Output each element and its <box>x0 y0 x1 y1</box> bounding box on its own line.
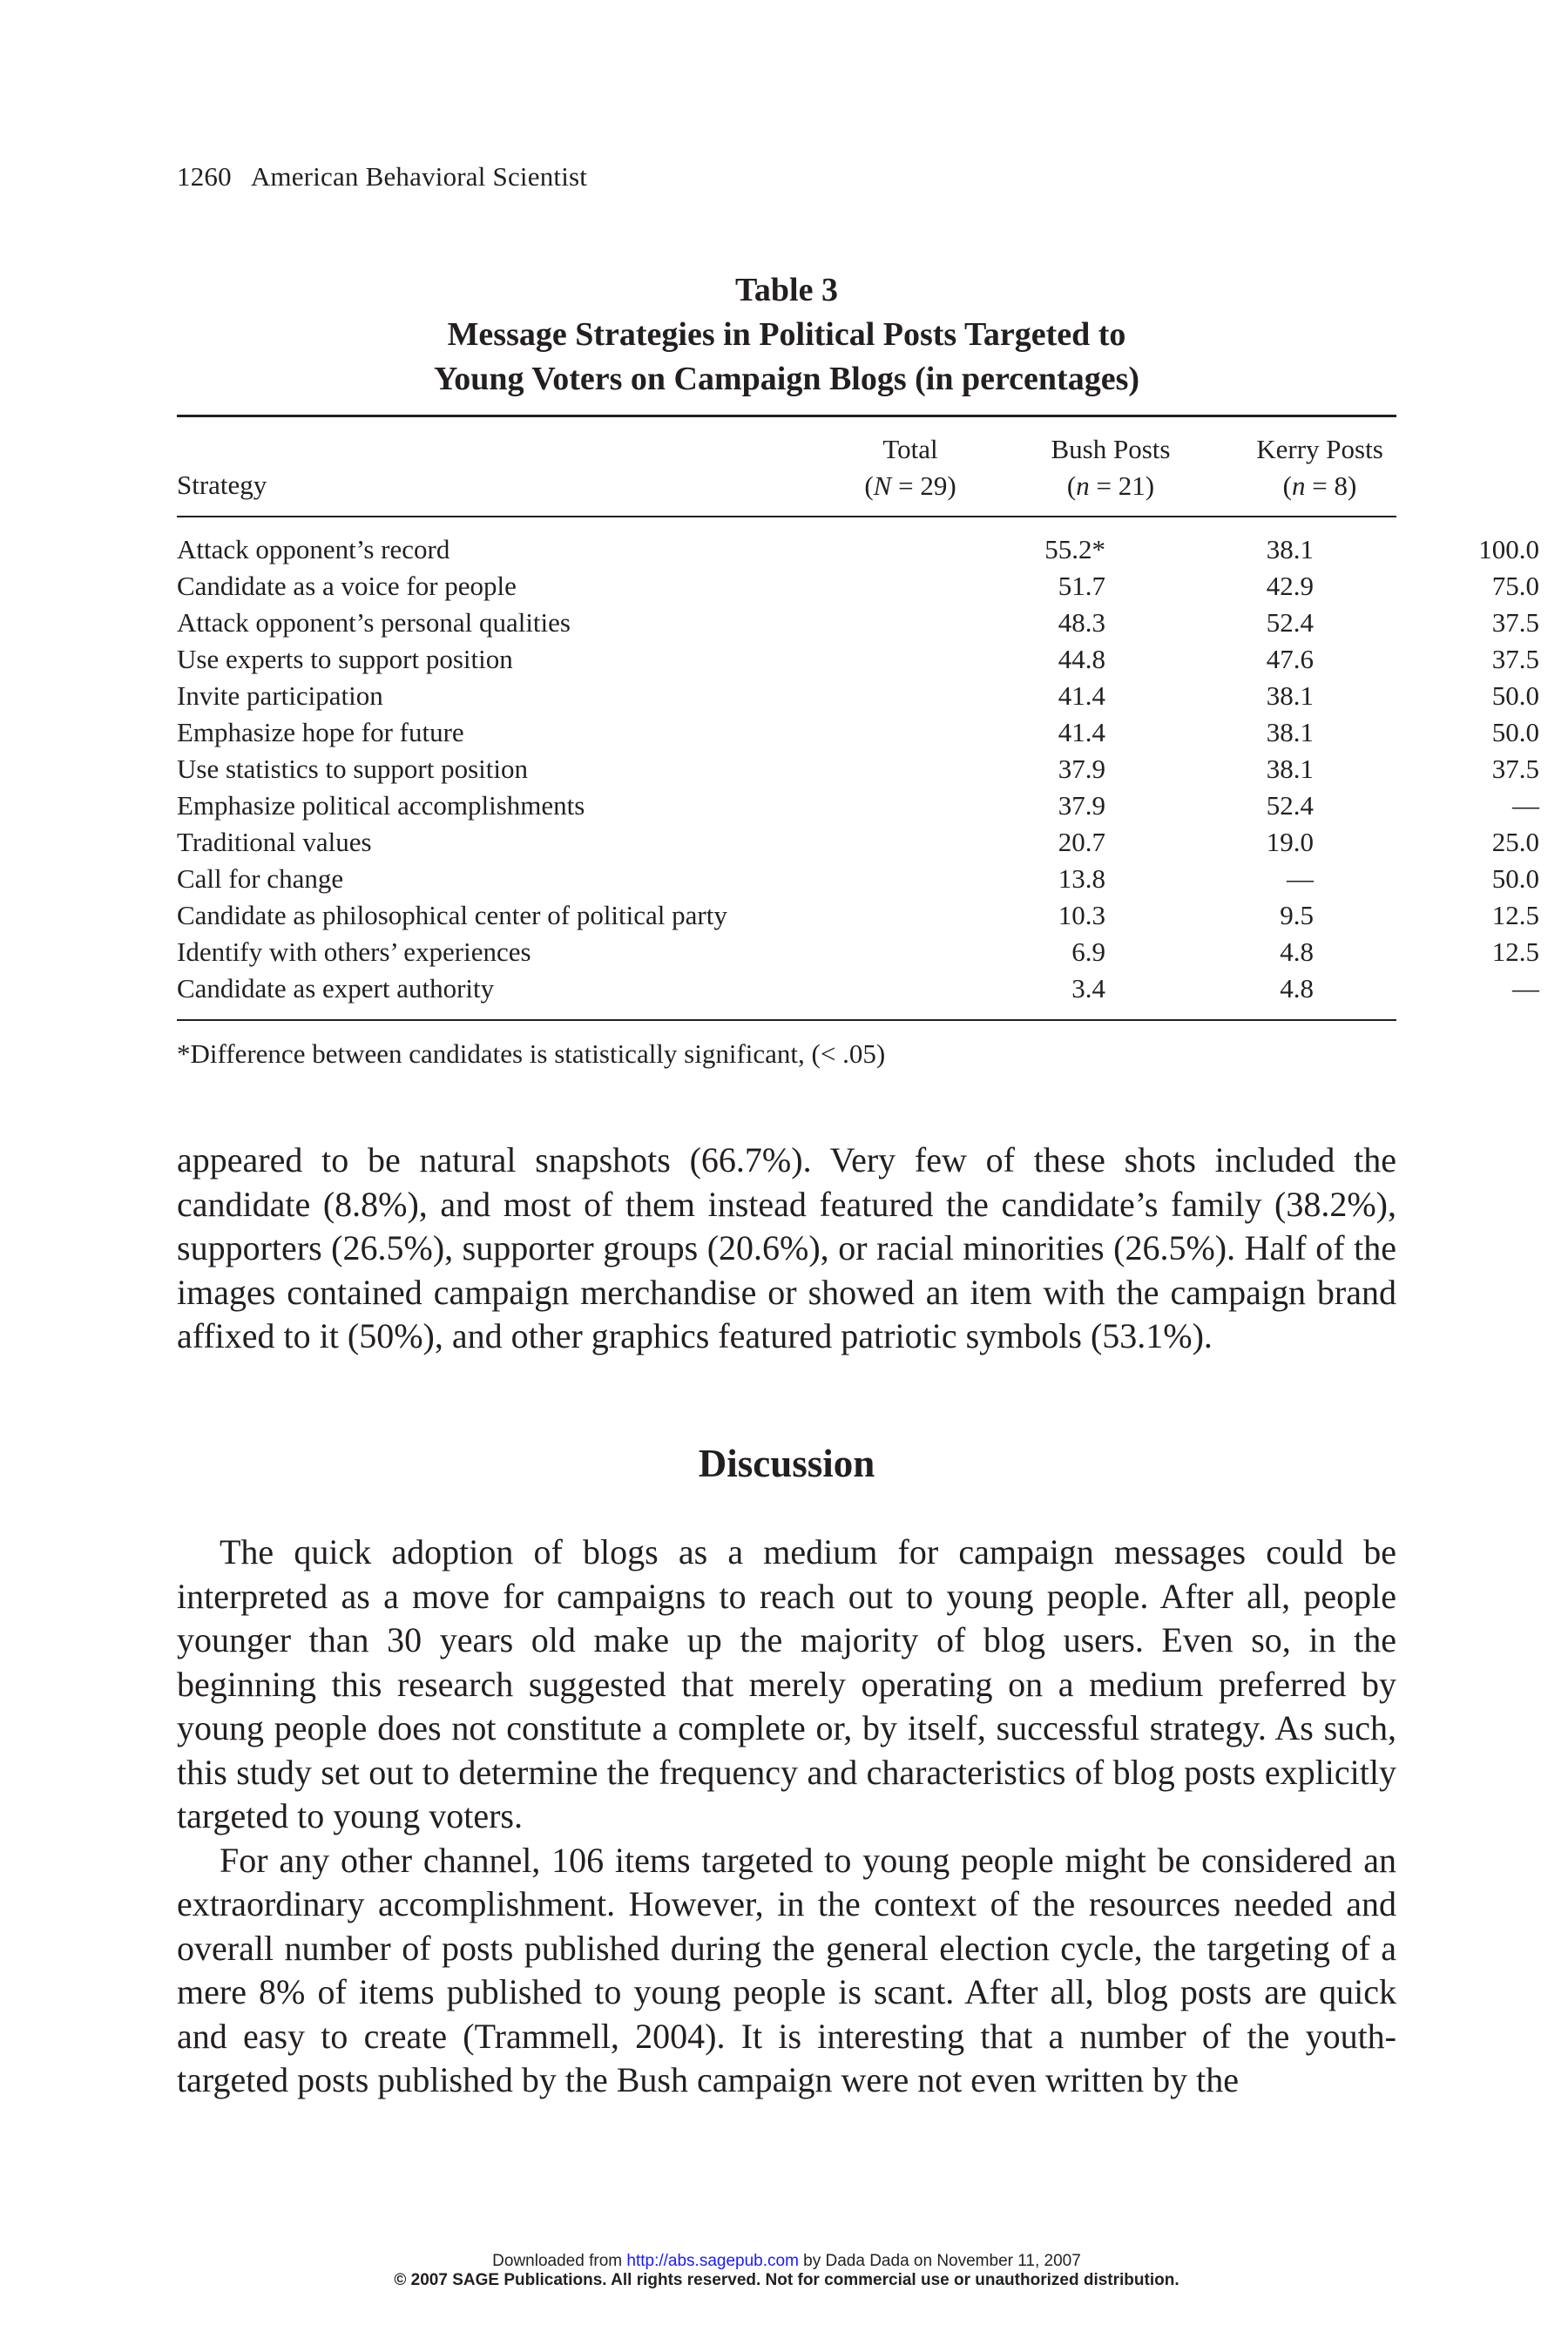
total-cell: 44.8 <box>1058 644 1105 674</box>
kerry-cell: 37.5 <box>1491 607 1539 638</box>
strategy-cell: Invite participation <box>177 680 383 711</box>
footer-suffix: by Dada Dada on November 11, 2007 <box>798 2252 1081 2270</box>
table-row <box>177 751 1539 787</box>
table-row <box>177 531 1539 568</box>
strategy-cell: Attack opponent’s record <box>177 534 450 564</box>
table-row <box>177 714 1539 751</box>
kerry-cell: 50.0 <box>1491 717 1539 747</box>
kerry-cell: 37.5 <box>1491 644 1539 674</box>
n-variable: n <box>1076 470 1090 501</box>
table-caption <box>177 268 1396 402</box>
strategy-cell: Call for change <box>177 863 344 894</box>
strategy-cell: Candidate as expert authority <box>177 973 495 1004</box>
total-cell: 20.7 <box>1058 827 1105 857</box>
strategy-cell: Use experts to support position <box>177 644 513 674</box>
total-cell: 10.3 <box>1058 900 1105 930</box>
total-cell: 55.2* <box>1044 534 1105 564</box>
strategy-cell: Emphasize political accomplishments <box>177 790 585 821</box>
total-cell: 3.4 <box>1071 973 1105 1004</box>
paragraph: appeared to be natural snapshots (66.7%). Very few of these shots included the candidate (8.8%), and most of them instead featured the candidate’s family (38.2%), supporters (26.5%), supporter groups (20.6%), or racial minorities (26.5%). Half of the images contained campaign merchandise or showed an item with the campaign brand affixed to it (50%), and other graphics featured patriotic symbols (53.1%). <box>177 1140 1396 1355</box>
body-paragraph-continued <box>177 1139 1396 1359</box>
total-cell: 37.9 <box>1058 754 1105 784</box>
strategy-cell: Candidate as philosophical center of political party <box>177 900 727 930</box>
table-row <box>177 641 1539 678</box>
kerry-cell: 37.5 <box>1491 754 1539 784</box>
table-row <box>177 678 1539 714</box>
bush-cell: 4.8 <box>1280 936 1314 967</box>
bush-cell: 38.1 <box>1266 680 1314 711</box>
kerry-cell: 75.0 <box>1491 571 1539 601</box>
copyright-notice: © 2007 SAGE Publications. All rights reserved. Not for commercial use or unauthorized distribution. <box>394 2271 1179 2289</box>
kerry-cell: 50.0 <box>1491 680 1539 711</box>
kerry-cell: 25.0 <box>1491 827 1539 857</box>
strategy-cell: Candidate as a voice for people <box>177 571 517 601</box>
page-number: 1260 <box>177 161 232 192</box>
paragraph: The quick adoption of blogs as a medium for campaign messages could be interpreted as a move for campaigns to reach out to young people. After all, people younger than 30 years old make up the majority of blog users. Even so, in the beginning this research suggested that merely operating on a medium preferred by young people does not constitute a complete or, by itself, successful strategy. As such, this study set out to determine the frequency and characteristics of blog posts explicitly targeted to young voters. <box>177 1532 1396 1835</box>
bush-cell: 38.1 <box>1266 717 1314 747</box>
running-header <box>177 161 587 193</box>
strategy-cell: Identify with others’ experiences <box>177 936 531 967</box>
bush-cell: 19.0 <box>1266 827 1314 857</box>
column-header-kerry-label: Kerry Posts <box>1256 434 1383 464</box>
total-cell: 51.7 <box>1058 571 1105 601</box>
discussion-body <box>177 1531 1396 2103</box>
total-cell: 41.4 <box>1058 717 1105 747</box>
table-row <box>177 861 1539 897</box>
column-header-strategy: Strategy <box>177 470 267 500</box>
table-row <box>177 605 1539 641</box>
kerry-cell: 12.5 <box>1491 936 1539 967</box>
kerry-cell: 12.5 <box>1491 900 1539 930</box>
bush-cell: 9.5 <box>1280 900 1314 930</box>
table-bottom-rule <box>177 1019 1396 1021</box>
strategy-cell: Emphasize hope for future <box>177 717 464 747</box>
strategy-cell: Traditional values <box>177 827 372 857</box>
strategy-cell: Use statistics to support position <box>177 754 528 784</box>
table-row <box>177 568 1539 605</box>
n-variable: n <box>1292 470 1306 501</box>
table-label: Table 3 <box>735 272 838 308</box>
table-body <box>177 531 1539 1007</box>
column-header-total <box>836 431 984 504</box>
bush-cell: 38.1 <box>1266 534 1314 564</box>
kerry-cell: 50.0 <box>1491 863 1539 894</box>
column-header-bush-n: (n = 21) <box>1066 470 1155 501</box>
table-title-line-1: Message Strategies in Political Posts Targeted to <box>447 316 1126 353</box>
kerry-cell: — <box>1512 790 1539 821</box>
column-header-bush <box>1028 431 1193 504</box>
column-header-total-label: Total <box>882 434 938 464</box>
bush-cell: 42.9 <box>1266 571 1314 601</box>
table-row <box>177 897 1539 934</box>
table-top-rule <box>177 415 1396 417</box>
download-footer <box>177 2252 1396 2290</box>
bush-cell: 52.4 <box>1266 607 1314 638</box>
section-heading: Discussion <box>698 1442 875 1485</box>
table-header-rule <box>177 516 1396 517</box>
total-cell: 37.9 <box>1058 790 1105 821</box>
column-header-kerry <box>1237 431 1402 504</box>
source-link[interactable]: http://abs.sagepub.com <box>626 2252 799 2270</box>
bush-cell: — <box>1287 863 1314 894</box>
column-header-total-n: (N = 29) <box>864 470 956 501</box>
paragraph: For any other channel, 106 items targeted to young people might be considered an extraordinary accomplishment. However, in the context of the resources needed and overall number of posts published during the general election cycle, the targeting of a mere 8% of items published to young people is scant. After all, blog posts are quick and easy to create (Trammell, 2004). It is interesting that a number of the youth-targeted posts published by the Bush campaign were not even written by the <box>177 1840 1396 2099</box>
table-row <box>177 824 1539 861</box>
table-row <box>177 787 1539 824</box>
footer-prefix: Downloaded from <box>492 2252 627 2270</box>
journal-name: American Behavioral Scientist <box>250 161 588 192</box>
total-cell: 48.3 <box>1058 607 1105 638</box>
strategy-cell: Attack opponent’s personal qualities <box>177 607 571 638</box>
bush-cell: 38.1 <box>1266 754 1314 784</box>
n-variable: N <box>873 470 892 501</box>
table-row <box>177 970 1539 1007</box>
total-cell: 13.8 <box>1058 863 1105 894</box>
table-row <box>177 934 1539 970</box>
kerry-cell: — <box>1512 973 1539 1004</box>
table-title-line-2: Young Voters on Campaign Blogs (in percentages) <box>433 361 1140 397</box>
column-header-bush-label: Bush Posts <box>1051 434 1171 464</box>
bush-cell: 52.4 <box>1266 790 1314 821</box>
total-cell: 6.9 <box>1071 936 1105 967</box>
bush-cell: 4.8 <box>1280 973 1314 1004</box>
kerry-cell: 100.0 <box>1478 534 1539 564</box>
column-header-kerry-n: (n = 8) <box>1282 470 1357 501</box>
total-cell: 41.4 <box>1058 680 1105 711</box>
bush-cell: 47.6 <box>1266 644 1314 674</box>
table-footnote: *Difference between candidates is statistically significant, (< .05) <box>177 1038 886 1069</box>
